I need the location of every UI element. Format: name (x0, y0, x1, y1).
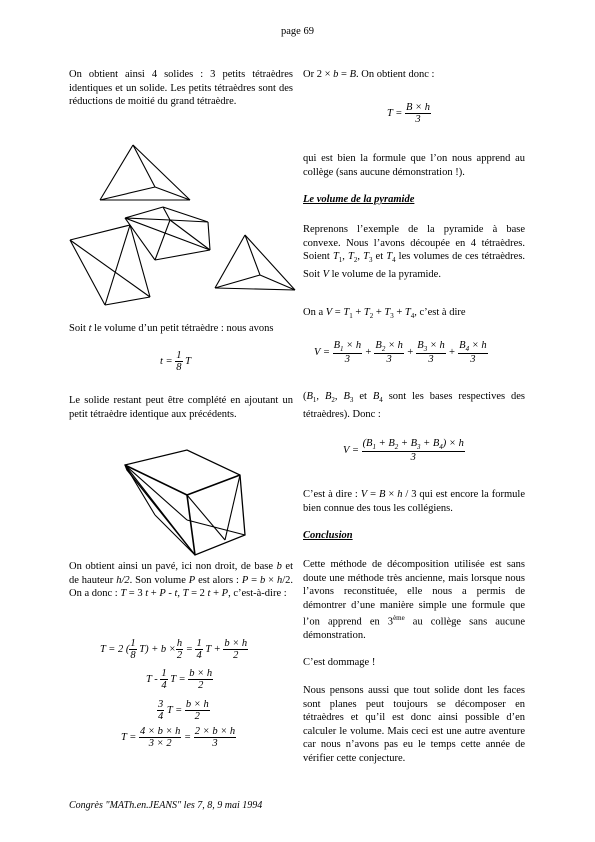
left-paragraph-4: On obtient ainsi un pavé, ici non droit, de base b et de hauteur h/2. Son volume P est alors : P = b × h/2. On a donc : T = 3 t + P - t, T = 2 t + P, c’est-à-dire : (69, 561, 294, 600)
right-tetrahedron-shape (215, 235, 295, 290)
right-paragraph-6: C’est à dire : V = B × h / 3 qui est encore la formule bien connue des tous les collégiens. (303, 489, 525, 514)
top-tetrahedron-shape (100, 145, 190, 200)
left-paragraph-1: On obtient ainsi 4 solides : 3 petits tétraèdres identiques et un solide. Les petits tétraèdres sont des réductions de moitié du grand tétraèdre. (69, 69, 293, 108)
right-paragraph-4: On a $V = T_1 + T_2 + T_3 + T_4$, c’est à dire (303, 307, 466, 321)
equation-left-4: T = $\frac{4 \times b \times h}{3 \times 2}$ = $\frac{2 \times b \times h}{3}$ (121, 726, 236, 749)
page-number: page 69 (281, 26, 314, 37)
equation-t: t = $\frac{1}{8}$ T (160, 350, 191, 373)
equation-V-sum: V = $\frac{B_1 \times h}{3}$ + $\frac{B_2 \times h}{3}$ + $\frac{B_3 \times h}{3}$ + $\frac{B_4 \times h}{3}$ (314, 340, 487, 366)
left-paragraph-2: Soit t le volume d’un petit tétraèdre : nous avons (69, 323, 274, 334)
footer-conference: Congrès "MATh.en.JEANS" les 7, 8, 9 mai 1994 (69, 800, 263, 811)
figure-tetrahedra-split (60, 140, 300, 310)
figure-parallelepiped (115, 440, 255, 560)
right-paragraph-2: qui est bien la formule que l’on nous apprend au collège (sans aucune démonstration !). (303, 153, 525, 178)
equation-left-3: $\frac{3}{4}$ T = $\frac{b \times h}{2}$ (158, 699, 209, 722)
right-paragraph-1: Or 2 × b = B. On obtient donc : (303, 69, 435, 80)
left-paragraph-3: Le solide restant peut être complété en ajoutant un petit tétraèdre identique aux précédents. (69, 395, 293, 420)
right-paragraph-7: Cette méthode de décomposition utilisée est sans doute une méthode très ancienne, mais lorsque nous l’avons reconstituée, elle nous a permis de démontrer d’une manière simple une formule que l’on apprend en 3ème au collège sans aucune démonstration. (303, 559, 525, 642)
right-paragraph-3: Reprenons l’exemple de la pyramide à base convexe. Nous l’avons découpée en 4 tétraèdres. Soient $T_1$, $T_2$, $T_3$ et $T_4$ les volumes de ces tétraèdres. Soit V le volume de la pyramide. (303, 224, 526, 280)
equation-left-1: T = 2 ( $\frac{1}{8}$ T) + b × $\frac{h}{2}$ = $\frac{1}{4}$ T + $\frac{b \times h}{2}$ (100, 638, 248, 661)
equation-T-final: T = $\frac{B \times h}{3}$ (387, 102, 430, 125)
heading-conclusion: Conclusion (303, 530, 353, 541)
right-paragraph-8: C’est dommage ! (303, 657, 376, 668)
equation-left-2: T - $\frac{1}{4}$ T = $\frac{b \times h}{2}$ (146, 668, 213, 691)
equation-V-grouped: V = $\frac{(B_1 + B_2 + B_3 + B_4) \times h}{3}$ (343, 438, 464, 464)
heading-volume-pyramide: Le volume de la pyramide (303, 194, 415, 205)
right-paragraph-9: Nous pensons aussi que tout solide dont les faces sont planes peut toujours se décomposer en tétraèdres et qu’il est donc ainsi possible d’en calculer le volume. Mais ceci est une autre aventure car nous n’avons pas eu le temps cette année de vérifier cette conjecture. (303, 685, 525, 764)
right-paragraph-5: ($B_1$, $B_2$, $B_3$ et $B_4$ sont les bases respectives des tétraèdres). Donc : (303, 391, 525, 420)
